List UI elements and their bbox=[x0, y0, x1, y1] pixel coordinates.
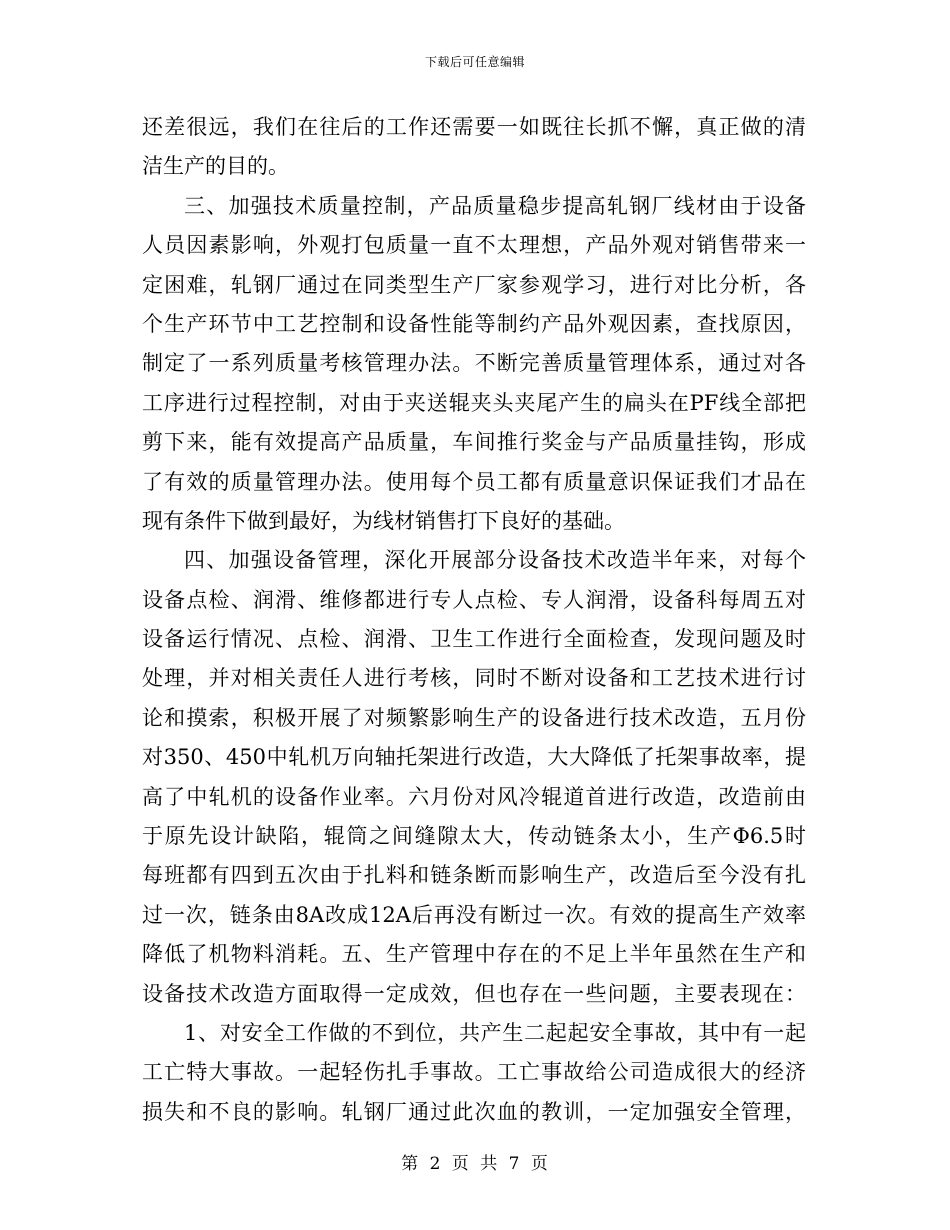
text-line: 论和摸索，积极开展了对频繁影响生产的设备进行技术改造，五月份 bbox=[142, 705, 806, 730]
text-line: 洁生产的目的。 bbox=[142, 154, 289, 179]
text-line: 损失和不良的影响。轧钢厂通过此次血的教训，一定加强安全管理， bbox=[142, 1099, 806, 1124]
text-line: 工亡特大事故。一起轻伤扎手事故。工亡事故给公司造成很大的经济 bbox=[142, 1060, 806, 1085]
text-line: 三、加强技术质量控制，产品质量稳步提高轧钢厂线材由于设备 bbox=[184, 193, 806, 218]
text-line: 设备运行情况、点检、润滑、卫生工作进行全面检查，发现问题及时 bbox=[142, 627, 806, 652]
text-line: 处理，并对相关责任人进行考核，同时不断对设备和工艺技术进行讨 bbox=[142, 666, 806, 691]
text-line: 现有条件下做到最好，为线材销售打下良好的基础。 bbox=[142, 508, 625, 533]
document-body bbox=[142, 108, 806, 1132]
text-line: 对350、450中轧机万向轴托架进行改造，大大降低了托架事故率，提 bbox=[142, 745, 806, 770]
text-line: 四、加强设备管理，深化开展部分设备技术改造半年来，对每个 bbox=[184, 548, 806, 573]
text-line: 剪下来，能有效提高产品质量，车间推行奖金与产品质量挂钩，形成 bbox=[142, 430, 806, 455]
text-line: 降低了机物料消耗。五、生产管理中存在的不足上半年虽然在生产和 bbox=[142, 942, 806, 967]
text-line: 每班都有四到五次由于扎料和链条断而影响生产，改造后至今没有扎 bbox=[142, 863, 806, 888]
text-line: 设备技术改造方面取得一定成效，但也存在一些问题，主要表现在： bbox=[142, 981, 806, 1006]
text-line: 还差很远，我们在往后的工作还需要一如既往长抓不懈，真正做的清 bbox=[142, 115, 806, 139]
text-line: 高了中轧机的设备作业率。六月份对风冷辊道首进行改造，改造前由 bbox=[142, 784, 806, 809]
page-number-footer: 第 2 页 共 7 页 bbox=[401, 1154, 549, 1174]
text-line: 设备点检、润滑、维修都进行专人点检、专人润滑，设备科每周五对 bbox=[142, 587, 806, 612]
text-line: 于原先设计缺陷，辊筒之间缝隙太大，传动链条太小，生产Φ6.5时 bbox=[142, 824, 806, 849]
text-line: 工序进行过程控制，对由于夹送辊夹头夹尾产生的扁头在PF线全部把 bbox=[142, 390, 806, 415]
text-line: 制定了一系列质量考核管理办法。不断完善质量管理体系，通过对各 bbox=[142, 351, 806, 376]
text-line: 人员因素影响，外观打包质量一直不太理想，产品外观对销售带来一 bbox=[142, 233, 806, 258]
text-line: 了有效的质量管理办法。使用每个员工都有质量意识保证我们才品在 bbox=[142, 469, 806, 494]
page-header: 下载后可任意编辑 bbox=[424, 55, 525, 69]
text-line: 个生产环节中工艺控制和设备性能等制约产品外观因素，查找原因， bbox=[142, 311, 806, 336]
text-line: 1、对安全工作做的不到位，共产生二起起安全事故，其中有一起 bbox=[184, 1020, 806, 1045]
text-line: 过一次，链条由8A改成12A后再没有断过一次。有效的提高生产效率 bbox=[142, 902, 806, 927]
text-line: 定困难，轧钢厂通过在同类型生产厂家参观学习，进行对比分析，各 bbox=[142, 272, 806, 297]
